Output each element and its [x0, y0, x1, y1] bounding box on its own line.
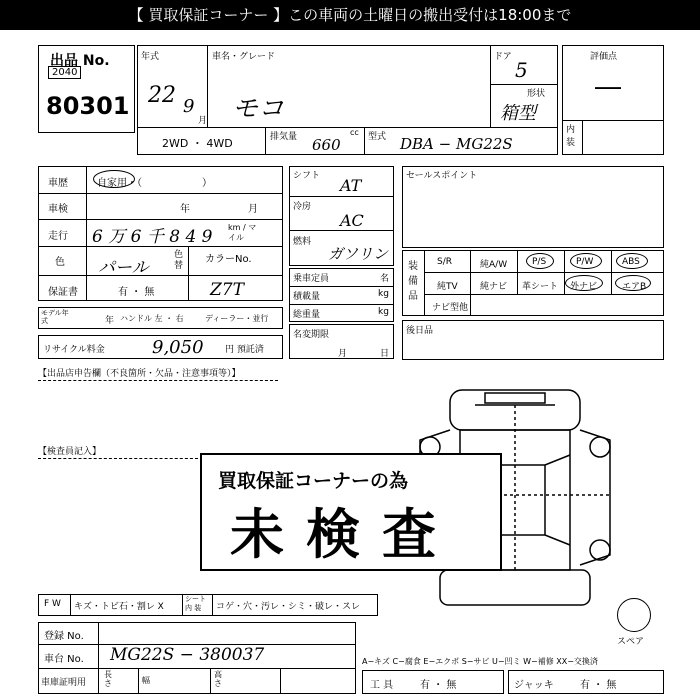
lot-sub-number: 2040 [48, 66, 81, 79]
history-label: 車歴 [48, 178, 68, 189]
year-label: 年式 [141, 52, 160, 62]
garage-cert-label: 車庫証明用 [41, 678, 87, 688]
equip-airbag: エアB [622, 282, 647, 292]
capacity-unit: 名 [380, 274, 390, 284]
interior-label: 内装 [566, 125, 576, 148]
door-label: ドア [494, 52, 512, 62]
weight-label: 総重量 [293, 310, 321, 320]
equip-abs-circle [616, 253, 648, 269]
equip-pw-circle [570, 253, 602, 269]
equip-airbag-circle [615, 275, 651, 291]
equipment-label: 装備品 [408, 261, 418, 302]
equip-pw: P/W [576, 257, 594, 267]
fuel-value: ガソリン [328, 245, 389, 263]
color-value: パール [98, 258, 149, 278]
color-label: 色 [55, 257, 65, 268]
color-no-value: Z7T [210, 280, 244, 300]
history-value: 自家用・（ ） [97, 178, 212, 189]
warranty-value: 有 ・ 無 [118, 287, 155, 298]
inspector-label: 【検査員記入】 [38, 447, 102, 457]
recycle-unit: 円 預託済 [225, 345, 264, 355]
lot-number: 80301 [46, 92, 130, 120]
spare-tire-icon [617, 598, 651, 632]
displacement-unit: cc [350, 128, 359, 137]
mileage-value: 6 万 6 千 8 4 9 [92, 227, 213, 247]
month-unit: 月 [198, 116, 208, 126]
jack-value: 有 ・ 無 [580, 680, 617, 691]
equip-navi: 純ナビ [480, 282, 508, 292]
recycle-value: 9,050 [152, 337, 204, 358]
registration-label: 登録 No. [44, 631, 84, 642]
equip-tv: 純TV [437, 282, 458, 292]
fw-text: キズ・トビ石・割レ X [74, 602, 164, 612]
shape-label: 形状 [527, 89, 546, 99]
seat-text: コゲ・穴・汚レ・シミ・破レ・スレ [216, 602, 361, 612]
fw-label: F W [44, 599, 61, 609]
model-label: 型式 [368, 132, 387, 142]
shape-value: 箱型 [500, 103, 536, 124]
height-label: 高さ [214, 670, 222, 688]
length-label: 長さ [104, 670, 112, 688]
inspection-year: 年 [180, 204, 190, 215]
warranty-label: 保証書 [48, 287, 78, 298]
damage-codes: A−キズ C−腐食 E−エクボ S−サビ U−凹ミ W−補修 XX−交換済 [362, 657, 598, 666]
equip-ext-navi-circle [565, 275, 603, 291]
dealer-option: ディーラー・並行 [205, 314, 269, 323]
name-label: 車名・グレード [212, 52, 276, 62]
title-change-month: 月 [338, 349, 348, 359]
shift-value: AT [340, 176, 362, 195]
color-no-label: カラーNo. [205, 254, 252, 265]
month-value: 9 [183, 96, 195, 117]
title-change-label: 名変期限 [293, 330, 330, 340]
fuel-label: 燃料 [293, 237, 312, 247]
history-circle [93, 170, 135, 188]
displacement-label: 排気量 [270, 132, 298, 142]
model-year-label: モデル年式 [41, 309, 69, 325]
seat-label: シート内 装 [185, 595, 206, 612]
year-value: 22 [148, 83, 176, 108]
model-year-unit: 年 [105, 316, 115, 326]
late-docs-label: 後日品 [406, 326, 434, 336]
width-label: 幅 [142, 676, 150, 685]
equip-navi-type: ナビ型他 [432, 303, 469, 313]
score-value: ― [595, 72, 621, 102]
recycle-label: リサイクル料金 [43, 345, 105, 355]
sales-point-label: セールスポイント [406, 171, 478, 181]
inspection-label: 車検 [48, 204, 68, 215]
top-banner: 【 買取保証コーナー 】この車両の土曜日の搬出受付は18:00まで [0, 0, 700, 30]
equip-sr: S/R [437, 257, 452, 267]
title-change-day: 日 [380, 349, 390, 359]
lot-label: 出品 No. [50, 53, 110, 69]
chassis-label: 車台 No. [44, 654, 84, 665]
tools-value: 有 ・ 無 [420, 680, 457, 691]
displacement-value: 660 [312, 136, 341, 154]
notice-line2: 未検査 [230, 503, 458, 566]
equip-ps-circle [526, 253, 554, 269]
mileage-unit: km / マイル [228, 223, 257, 242]
ac-value: AC [340, 211, 364, 230]
capacity-label: 乗車定員 [293, 274, 330, 284]
inspection-month: 月 [248, 204, 258, 215]
equip-abs: ABS [622, 257, 640, 267]
declaration-label: 【出品店申告欄（不良箇所・欠品・注意事項等）】 [38, 369, 241, 379]
spare-label: スペア [617, 637, 645, 647]
weight-unit: kg [378, 307, 389, 317]
drive-type: 2WD ・ 4WD [162, 137, 233, 150]
shift-label: シフト [293, 171, 321, 181]
late-docs-box [402, 320, 664, 360]
name-value: モコ [232, 94, 285, 124]
equip-ext-navi: 外ナビ [570, 282, 598, 292]
equip-leather: 革シート [522, 282, 559, 292]
handle-option: ハンドル 左 ・ 右 [120, 314, 184, 323]
door-value: 5 [515, 58, 528, 82]
jack-label: ジャッキ [514, 680, 554, 691]
equip-ps: P/S [532, 257, 547, 267]
ac-label: 冷房 [293, 202, 312, 212]
notice-line1: 買取保証コーナーの為 [218, 470, 409, 492]
equip-alloy: 純A/W [480, 260, 508, 270]
chassis-value: MG22S − 380037 [110, 645, 265, 665]
color-change-label: 色替 [174, 250, 184, 271]
load-label: 積載量 [293, 292, 321, 302]
model-value: DBA − MG22S [400, 135, 513, 153]
mileage-label: 走行 [48, 231, 68, 242]
load-unit: kg [378, 289, 389, 299]
score-label: 評価点 [590, 52, 618, 62]
tools-label: 工 具 [370, 680, 394, 691]
